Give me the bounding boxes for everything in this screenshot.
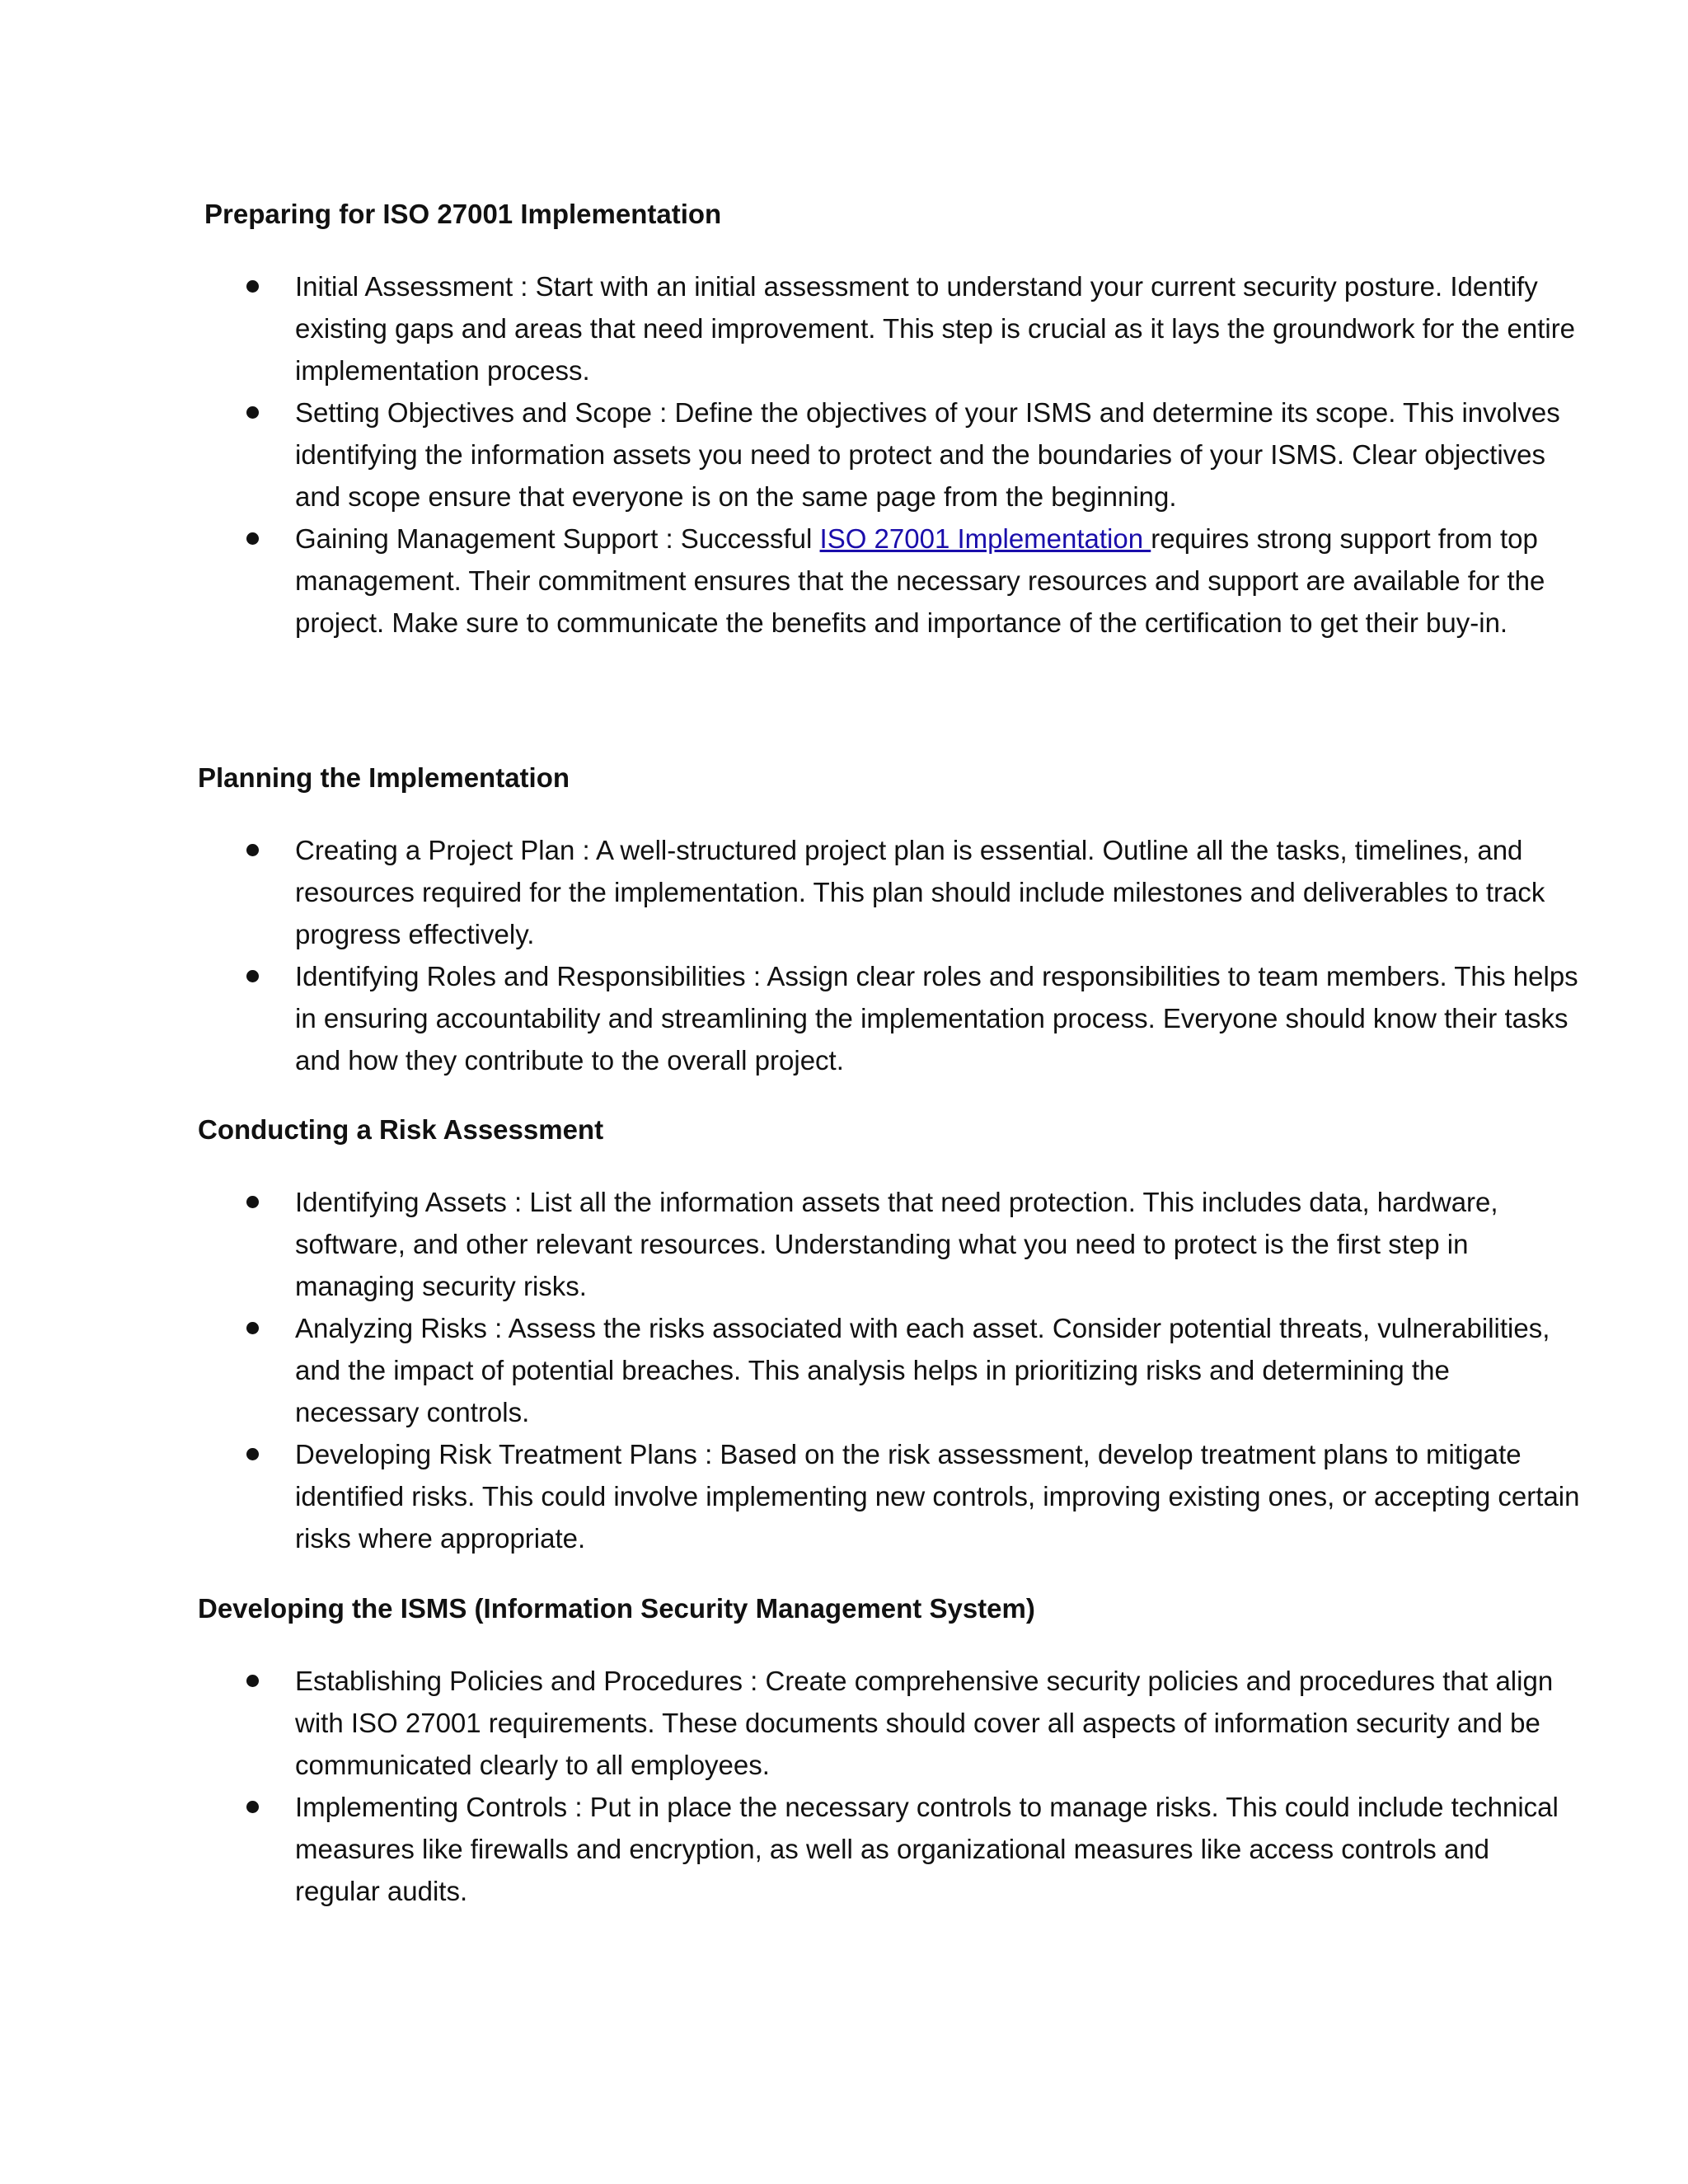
item-text: : Create comprehensive security policies and procedures that align with ISO 27001 requirements. These documents should cover all aspects of information security and be communicated clearly to all employees. (295, 1666, 1554, 1780)
section-heading-planning: Planning the Implementation (198, 762, 570, 793)
item-label: Implementing Controls (295, 1792, 568, 1822)
item-label: Creating a Project Plan (295, 835, 575, 865)
item-label: Identifying Assets (295, 1187, 507, 1217)
item-text: : Start with an initial assessment to understand your current security posture. Identify existing gaps and areas that need improvement. This step is crucial as it lays the groundwork for the entire implementation process. (295, 271, 1576, 386)
item-label: Gaining Management Support (295, 523, 659, 554)
bullet-icon (246, 1322, 259, 1334)
bullet-icon (246, 280, 259, 293)
item-text: : Assign clear roles and responsibilities to team members. This helps in ensuring accountability and streamlining the implementation process. Everyone should know their tasks and how they contribute to the overall project. (295, 961, 1578, 1076)
list-item (0, 1307, 1581, 1433)
bullet-list-developing-isms (0, 1660, 1581, 1912)
list-item (0, 955, 1581, 1081)
bullet-icon (246, 406, 259, 419)
bullet-icon (246, 1448, 259, 1460)
bullet-list-risk-assessment (0, 1181, 1581, 1559)
bullet-list-preparing (0, 265, 1581, 644)
list-item (0, 518, 1581, 644)
bullet-list-planning (0, 829, 1581, 1081)
bullet-icon (246, 1196, 259, 1208)
bullet-icon (246, 970, 259, 982)
item-text: : A well-structured project plan is essential. Outline all the tasks, timelines, and resources required for the implementation. This plan should include milestones and deliverables to track progress effectively. (295, 835, 1545, 949)
section-heading-preparing: Preparing for ISO 27001 Implementation (204, 199, 722, 229)
item-label: Identifying Roles and Responsibilities (295, 961, 746, 991)
item-text: : Assess the risks associated with each asset. Consider potential threats, vulnerabilities, and the impact of potential breaches. This analysis helps in prioritizing risks and determining the necessary controls. (295, 1313, 1550, 1427)
section-heading-risk-assessment: Conducting a Risk Assessment (198, 1114, 604, 1145)
list-item (0, 1433, 1581, 1559)
list-item (0, 1660, 1581, 1786)
list-item (0, 829, 1581, 955)
bullet-icon (246, 1801, 259, 1813)
item-text: : List all the information assets that need protection. This includes data, hardware, software, and other relevant resources. Understanding what you need to protect is the first step in managing security risks. (295, 1187, 1498, 1301)
item-text: : Define the objectives of your ISMS and determine its scope. This involves identifying the information assets you need to protect and the boundaries of your ISMS. Clear objectives and scope ensure that everyone is on the same page from the beginning. (295, 397, 1560, 512)
list-item (0, 391, 1581, 518)
item-label: Initial Assessment (295, 271, 513, 302)
item-label: Developing Risk Treatment Plans (295, 1439, 697, 1469)
item-text-pre: : Successful (658, 523, 820, 554)
item-label: Establishing Policies and Procedures (295, 1666, 743, 1696)
item-text: : Based on the risk assessment, develop treatment plans to mitigate identified risks. This could involve implementing new controls, improving existing ones, or accepting certain risks where appropriate. (295, 1439, 1580, 1554)
list-item (0, 265, 1581, 391)
item-text: : Put in place the necessary controls to manage risks. This could include technical measures like firewalls and encryption, as well as organizational measures like access controls and regular audits. (295, 1792, 1559, 1906)
item-text-post: requires strong support from top management. Their commitment ensures that the necessary resources and support are available for the project. Make sure to communicate the benefits and importance of the certification to get their buy-in. (295, 523, 1545, 638)
section-heading-developing-isms: Developing the ISMS (Information Security Management System) (198, 1593, 1035, 1624)
bullet-icon (246, 844, 259, 856)
bullet-icon (246, 532, 259, 545)
iso-27001-implementation-link[interactable]: ISO 27001 Implementation (819, 523, 1151, 554)
list-item (0, 1181, 1581, 1307)
bullet-icon (246, 1675, 259, 1687)
item-label: Analyzing Risks (295, 1313, 487, 1343)
item-label: Setting Objectives and Scope (295, 397, 652, 428)
list-item (0, 1786, 1581, 1912)
